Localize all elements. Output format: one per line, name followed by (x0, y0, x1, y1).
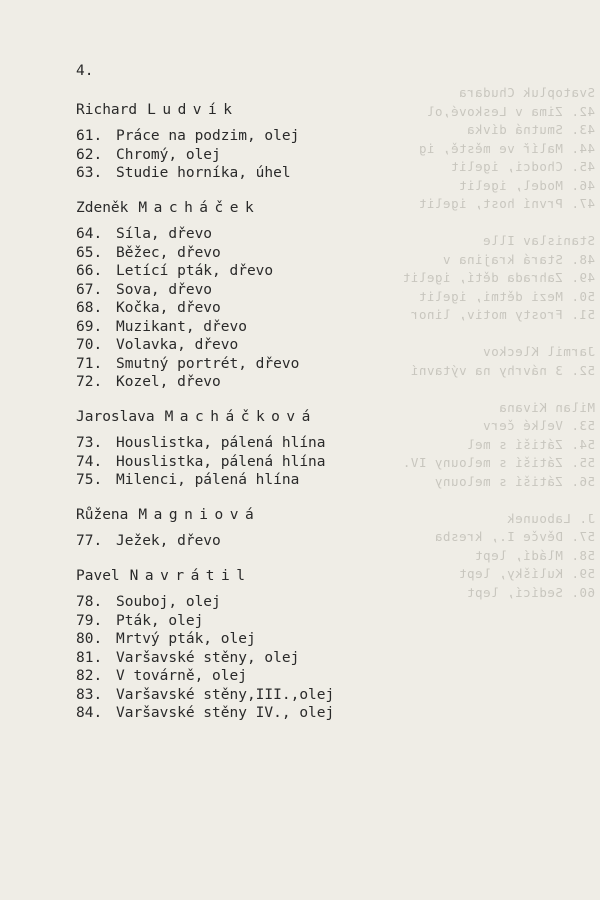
work-title: Kozel, dřevo (116, 374, 221, 390)
work-title: Práce na podzim, olej (116, 128, 300, 144)
work-number: 62. (76, 146, 103, 163)
work-title: Varšavské stěny, olej (116, 649, 300, 666)
work-item (76, 434, 576, 453)
work-item (76, 532, 576, 551)
artist-first-name: Jaroslava (76, 408, 155, 425)
work-title: Chromý, olej (116, 146, 221, 163)
work-title: Houslistka, pálená hlína (116, 435, 326, 451)
artist-name (76, 567, 576, 586)
work-item (76, 355, 576, 374)
work-item (76, 262, 576, 281)
work-item (76, 667, 576, 686)
work-title: Letící pták, dřevo (116, 263, 274, 279)
work-number: 84. (76, 705, 103, 721)
work-number: 78. (76, 594, 103, 610)
work-number: 61. (76, 128, 103, 144)
work-number: 66. (76, 263, 103, 279)
work-number: 65. (76, 244, 103, 261)
artist-name (76, 199, 576, 218)
artist-last-name: Macháčková (164, 408, 317, 425)
work-item (76, 318, 576, 337)
work-number: 75. (76, 472, 103, 488)
works-list (76, 225, 576, 392)
work-number: 71. (76, 355, 103, 372)
work-item (76, 373, 576, 392)
artist-first-name: Zdeněk (76, 199, 129, 216)
work-number: 70. (76, 337, 103, 353)
artist-name (76, 408, 576, 427)
show-through-bleed: Svatopluk Chudara 42. Zima v Leskové,ol 43. Smutná dívka 44. Malíř ve městě, ig 45. Chodci, igelit 46. Model, igelit 47. První host, igelit Stanislav Ille 48. Stará krajina v 49. Zahrada dětí, igelit 50. Mezi dětmi, igelit 51. Frosty motiv, linor Jarmil Kleckov 52. 3 návrhy na výtavní Milan Kivana 53. Velké červ 54. Zátiší s mel 55. Zátiší s melouny IV. 56. Zátiší s melouny J. Labounek 57. Děvče I., kresba 58. Mládí, lept 59. Kulíšky, lept 60. Sedící, lept (402, 85, 595, 600)
work-title: Volavka, dřevo (116, 337, 239, 353)
work-item (76, 164, 576, 183)
work-number: 69. (76, 318, 103, 335)
work-title: Houslistka, pálená hlína (116, 453, 326, 470)
work-number: 80. (76, 631, 103, 647)
work-number: 77. (76, 533, 103, 549)
work-item (76, 299, 576, 318)
artist-section (76, 199, 576, 392)
work-item (76, 593, 576, 612)
work-number: 81. (76, 649, 103, 666)
artist-last-name: Macháček (138, 199, 261, 216)
artist-first-name: Richard (76, 101, 138, 118)
artist-name (76, 101, 576, 120)
work-item (76, 630, 576, 649)
work-item (76, 453, 576, 472)
work-title: Smutný portrét, dřevo (116, 355, 300, 372)
work-item (76, 336, 576, 355)
work-number: 83. (76, 686, 103, 703)
work-title: Ježek, dřevo (116, 533, 221, 549)
artist-section (76, 506, 576, 551)
work-item (76, 281, 576, 300)
work-title: Běžec, dřevo (116, 244, 221, 261)
works-list (76, 434, 576, 490)
artist-first-name: Pavel (76, 567, 120, 584)
artist-section (76, 101, 576, 183)
work-item (76, 612, 576, 631)
work-item (76, 686, 576, 705)
work-number: 68. (76, 300, 103, 316)
artist-section (76, 567, 576, 723)
work-number: 79. (76, 612, 103, 629)
page-number: 4. (76, 63, 94, 79)
work-number: 72. (76, 374, 103, 390)
works-list (76, 593, 576, 723)
work-item (76, 704, 576, 723)
work-item (76, 649, 576, 668)
work-item (76, 146, 576, 165)
work-title: Studie horníka, úhel (116, 165, 291, 181)
artist-first-name: Růžena (76, 506, 129, 523)
work-number: 73. (76, 435, 103, 451)
work-number: 63. (76, 165, 103, 181)
work-title: Varšavské stěny,III.,olej (116, 686, 335, 703)
artist-name (76, 506, 576, 525)
work-item (76, 225, 576, 244)
works-list (76, 127, 576, 183)
work-number: 67. (76, 281, 103, 298)
artist-section (76, 408, 576, 490)
work-title: Souboj, olej (116, 594, 221, 610)
work-number: 82. (76, 668, 103, 684)
work-title: Pták, olej (116, 612, 204, 629)
artist-sections (76, 101, 576, 723)
work-item (76, 244, 576, 263)
work-item (76, 127, 576, 146)
artist-last-name: Navrátil (129, 567, 252, 584)
work-title: Milenci, pálená hlína (116, 472, 300, 488)
work-item (76, 471, 576, 490)
artist-last-name: Magniová (138, 506, 261, 523)
works-list (76, 532, 576, 551)
work-title: Varšavské stěny IV., olej (116, 705, 335, 721)
work-title: V továrně, olej (116, 668, 247, 684)
artist-last-name: Ludvík (147, 101, 239, 118)
work-title: Muzikant, dřevo (116, 318, 247, 335)
work-title: Sova, dřevo (116, 281, 213, 298)
work-title: Síla, dřevo (116, 226, 213, 242)
work-number: 64. (76, 226, 103, 242)
work-number: 74. (76, 453, 103, 470)
work-title: Mrtvý pták, olej (116, 631, 256, 647)
work-title: Kočka, dřevo (116, 300, 221, 316)
catalog-content (76, 62, 576, 739)
